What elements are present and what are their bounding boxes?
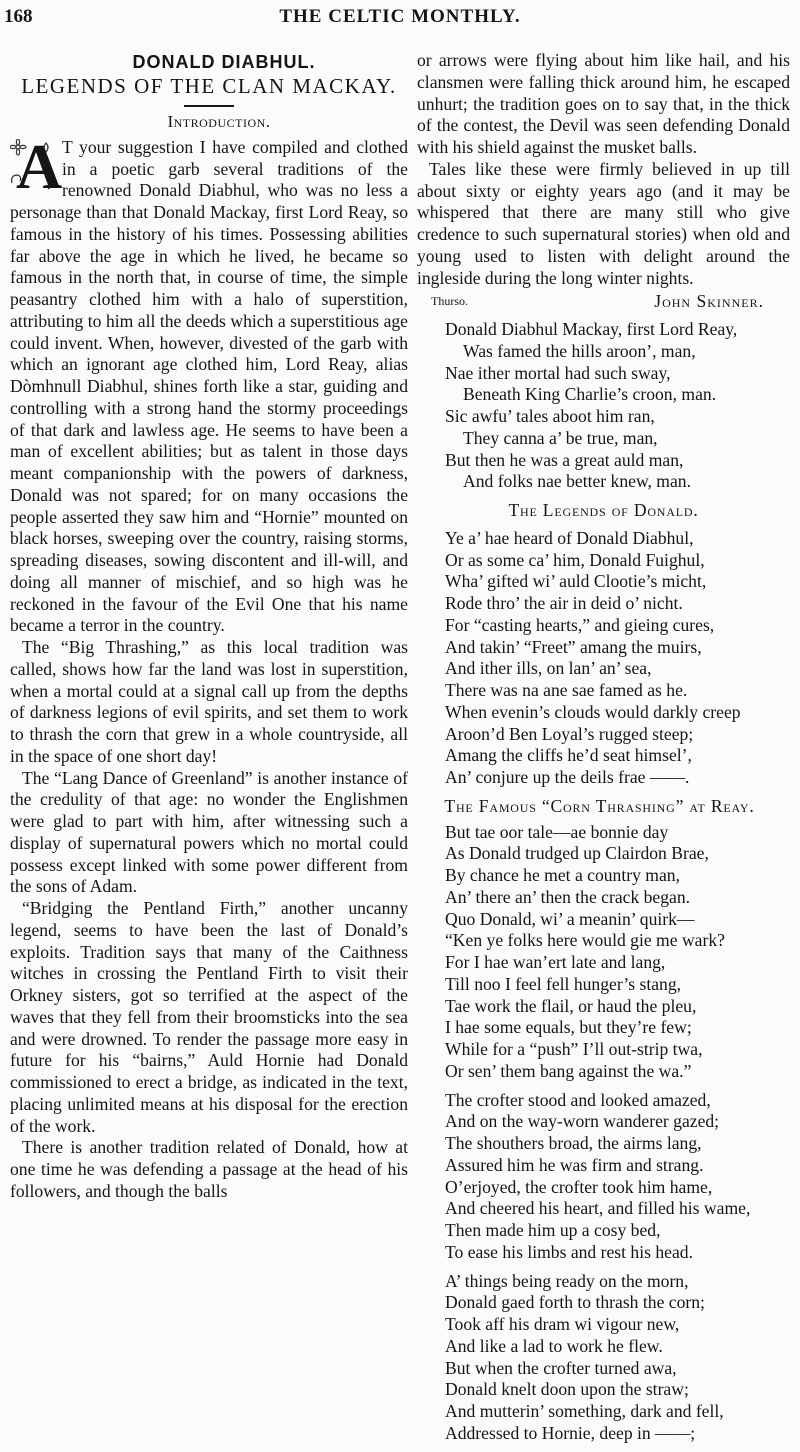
poem-stanza [445,1271,790,1445]
article-title: DONALD DIABHUL. [132,52,316,72]
poem-legends [445,528,790,789]
poem-line: The crofter stood and looked amazed, [445,1089,711,1110]
poem-line: But then he was a great auld man, [445,449,684,470]
poem-line: Assured him he was firm and strang. [445,1154,704,1175]
poem-line: Donald knelt doon upon the straw; [445,1379,689,1400]
poem-line: Nae ither mortal had such sway, [445,362,671,383]
right-column [417,50,790,1452]
poem-stanza [445,1090,790,1264]
paragraph: The “Lang Dance of Greenland” is another instance of the credulity of that age: no wonder the Englishmen were glad to part with him, after witnessing such a display of supernatural powers which no mortal could possess except linked with some power different from the sons of Adam. [10,767,408,897]
place: Thurso. [431,294,468,309]
running-header [4,6,796,32]
poem-line: And mutterin’ something, dark and fell, [445,1401,724,1421]
poem-line: Quo Donald, wi’ a meanin’ quirk— [445,908,695,929]
poem-line: The shouthers broad, the airms lang, [445,1133,702,1153]
poem-line: Took aff his dram wi vigour new, [445,1314,680,1334]
poem-line: Ye a’ hae heard of Donald Diabhul, [445,527,694,548]
poem-intro [445,319,790,493]
poem-line: Aroon’d Ben Loyal’s rugged steep; [445,723,694,744]
poem-stanza [445,822,790,1083]
poem-line: And like a lad to work he flew. [445,1335,663,1356]
section-heading-introduction: Introduction. [167,112,271,131]
page-number: 168 [4,6,33,27]
poem-line: A’ things being ready on the morn, [445,1270,689,1291]
poem-line: Tae work the flail, or haud the pleu, [445,995,697,1016]
poem-line: And folks nae better knew, man. [463,471,691,492]
poem-line: To ease his limbs and rest his head. [445,1241,693,1262]
poem-line: Donald gaed forth to thrash the corn; [445,1292,705,1313]
poem-line: But tae oor tale—ae bonnie day [445,821,669,842]
poem-line: There was na ane sae famed as he. [445,680,688,700]
poem-line: Rode thro’ the air in deid o’ nicht. [445,593,683,613]
paragraph: Tales like these were firmly believed in up till about sixty or eighty years ago (and it may be whispered that there are many still who give credence to such supernatural stories) when old and young used to listen with delight around the ingleside during the long winter nights. [417,158,790,288]
poem-line: Or as some ca’ him, Donald Fuighul, [445,549,705,570]
poem-line: “Ken ye folks here would gie me wark? [445,930,725,951]
poem-line: By chance he met a country man, [445,865,680,885]
paragraph: A T your suggestion I have compiled and clothed in a poetic garb several traditions of the renowned Donald Diabhul, who was no less a personage than that Donald Mackay, first Lord Reay, so famous in the history of his times. Possessing abilities far above the age in which he lived, he became so famous in the north that, in course of time, the simple peasantry clothed him with a halo of superstition, attributing to him all the deeds which a superstitious age could invent. When, however, divested of the garb with which an ignorant age clothed him, Lord Reay, alias Dòmhnull Diabhul, shines forth like a star, guiding and controlling with a strong hand the stormy proceedings of that dark and lawless age. He seems to have been a man of excellent abilities; but as talent in those days meant companionship with the powers of darkness, Donald was not spared; for on many occasions the people asserted they saw him and “Hornie” mounted on black horses, sweeping over the country, raising storms, spreading diseases, sowing discontent and ill-will, and doing all manner of mischief, and so high was he reckoned in the favour of the Evil One that his name became a terror in the country. [10,130,408,636]
poem-line: And takin’ “Freet” amang the muirs, [445,636,702,657]
poem-line: Amang the cliffs he’d seat himsel’, [445,745,692,766]
left-column [10,50,408,1203]
poem-line: And cheered his heart, and filled his wame, [445,1198,751,1219]
poem-line: Beneath King Charlie’s croon, man. [463,384,717,405]
poem-line: Then made him up a cosy bed, [445,1220,661,1240]
poem-line: They canna a’ be true, man, [463,427,658,448]
poem-line: For I hae wan’ert late and lang, [445,952,666,972]
signature-line [417,291,790,313]
title-rule [184,105,234,107]
poem-line: And on the way-worn wanderer gazed; [445,1111,720,1132]
author: John Skinner. [654,291,764,312]
section-heading-legends: The Legends of Donald. [508,500,699,520]
poem-line: While for a “push” I’ll out-strip twa, [445,1039,703,1059]
poem-line: As Donald trudged up Clairdon Brae, [445,843,709,864]
paragraph: or arrows were flying about him like hail, and his clansmen were falling thick around him, he escaped unhurt; the tradition goes on to say that, in the thick of the contest, the Devil was seen defending Donald with his shield against the musket balls. [417,50,790,157]
ornamental-dropcap: A [10,139,54,199]
poem-line: Addressed to Hornie, deep in ——; [445,1422,696,1443]
paragraph: The “Big Thrashing,” as this local tradition was called, shows how far the land was lost in superstition, when a mortal could at a signal call up from the depths of darkness legions of evil spirits, and set them to work to thrash the corn that grew in a whole countryside, all in the space of one short day! [10,637,408,766]
poem-line: An’ there an’ then the crack began. [445,886,691,907]
poem-line: For “casting hearts,” and gieing cures, [445,614,715,635]
poem-line: Or sen’ them bang against the wa.” [445,1060,692,1081]
poem-line: Donald Diabhul Mackay, first Lord Reay, [445,319,738,339]
poem-line: And ither ills, on lan’ an’ sea, [445,658,652,679]
article-subtitle: LEGENDS OF THE CLAN MACKAY. [21,74,397,98]
poem-line: Till noo I feel fell hunger’s stang, [445,973,682,994]
paragraph: There is another tradition related of Donald, how at one time he was defending a passage at the head of his followers, and though the balls [10,1137,408,1201]
poem-line: An’ conjure up the deils frae ——. [445,767,690,787]
poem-line: I hae some equals, but they’re few; [445,1017,692,1038]
poem-line: Wha’ gifted wi’ auld Clootie’s micht, [445,571,707,592]
journal-title: THE CELTIC MONTHLY. [279,6,521,27]
poem-line: When evenin’s clouds would darkly creep [445,701,741,722]
poem-line: O’erjoyed, the crofter took him hame, [445,1176,713,1197]
section-heading-corn-thrashing: The Famous “Corn Thrashing” at Reay. [444,795,755,816]
paragraph: “Bridging the Pentland Firth,” another uncanny legend, seems to have been the last of Donald’s exploits. Tradition says that many of the Caithness witches in crossing the Pentland Firth to visit their Orkney sisters, got so terrified at the aspect of the waves that they fell from their broomsticks into the sea and were drowned. To render the passage more easy in future for his “bairns,” Auld Hornie had Donald commissioned to erect a bridge, as indicated in the text, placing unlimited means at his disposal for the erection of the work. [10,898,408,1136]
poem-line: Sic awfu’ tales aboot him ran, [445,406,655,426]
poem-line: But when the crofter turned awa, [445,1357,677,1378]
poem-line: Was famed the hills aroon’, man, [463,340,696,361]
